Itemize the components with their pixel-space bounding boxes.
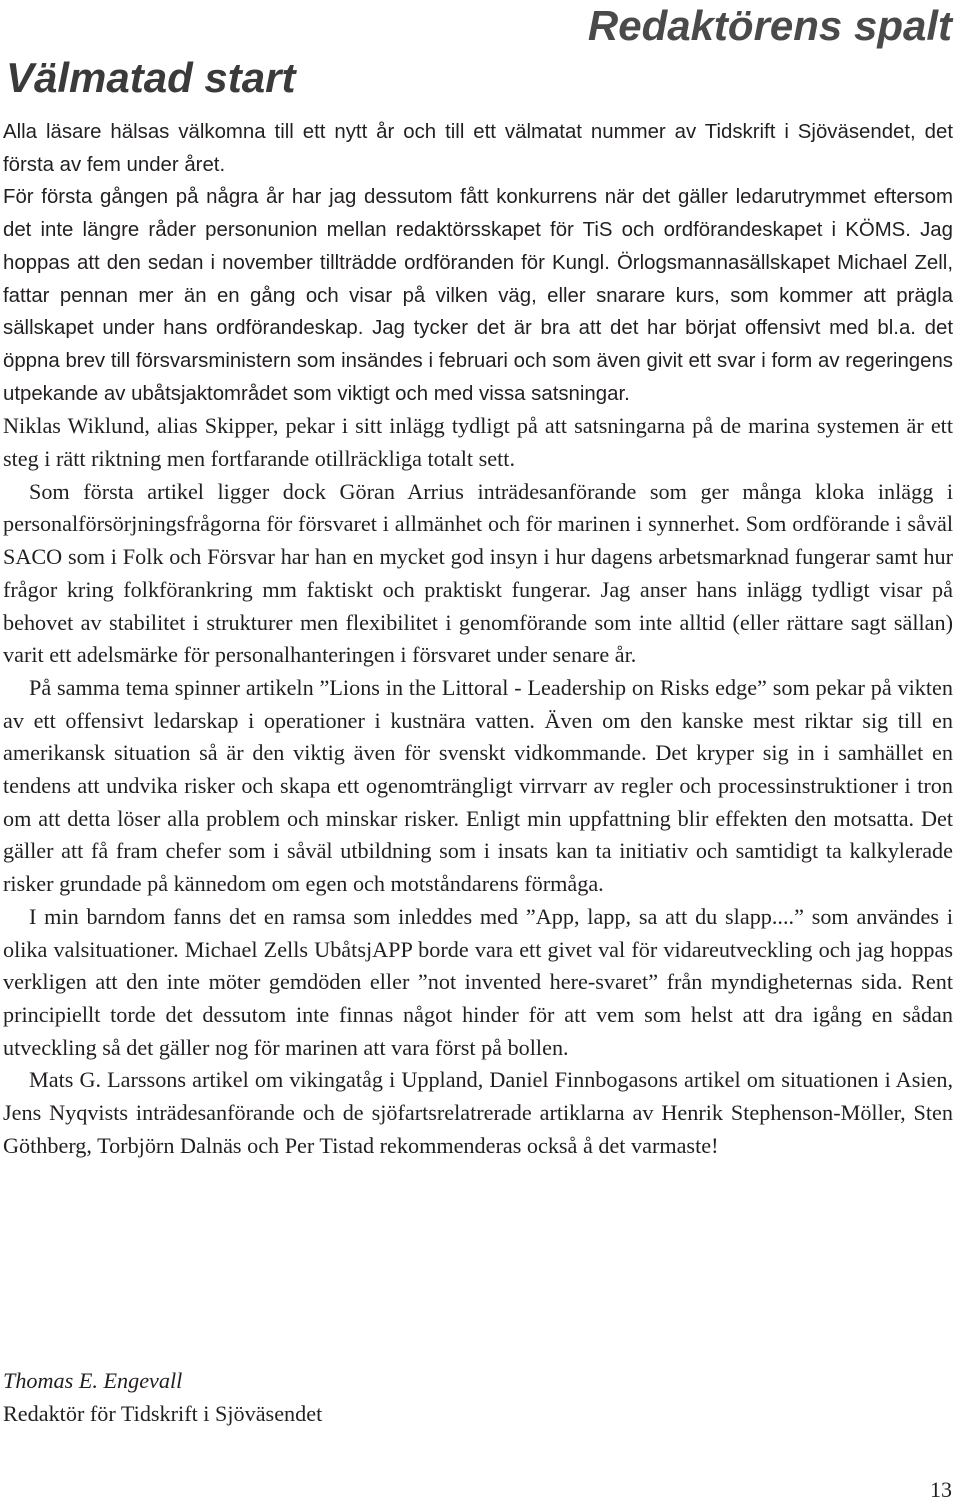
paragraph-lions: På samma tema spinner artikeln ”Lions in the Littoral - Leadership on Risks edge” som pekar på vikten av ett offensivt ledarskap i operationer i kustnära vatten. Även om den kanske mest riktar sig till en amerikansk situation så är den viktig även för svenskt vidkommande. Det kryper sig in i samhället en tendens att undvika risker och skapa ett ogenomträngligt virrvarr av regler och processinstruktioner i tron om att detta löser alla problem och minskar risker. Enligt min uppfattning blir effekten den motsatta. Det gäller att få fram chefer som i såväl utbildning som i insats kan ta initiativ och samtidigt ta kalkylerade risker grundade på kännedom om egen och motståndarens förmåga. (3, 674, 953, 897)
article-title: Välmatad start (6, 54, 296, 101)
paragraph-arrius: Som första artikel ligger dock Göran Arrius inträdesanförande som ger många kloka inlägg i personalförsörjningsfrågorna för försvaret i allmänhet och för marinen i synnerhet. Som ordförande i såväl SACO som i Folk och Försvar har han en mycket god insyn i hur dagens arbetsmarknad fungerar samt hur frågor kring folkförankring mm faktiskt och praktiskt fungerar. Jag anser hans inlägg tydligt visar på behovet av stabilitet i strukturer men flexibilitet i genomförande som inte alltid (eller rättare sagt sällan) varit ett adelsmärke för personalhanteringen i försvaret under senare år. (3, 478, 953, 668)
article-body (3, 116, 953, 1163)
author-name: Thomas E. Engevall (3, 1368, 183, 1393)
paragraph-skipper: Niklas Wiklund, alias Skipper, pekar i sitt inlägg tydligt på att satsningarna på de marina systemen är ett steg i rätt riktning men fortfarande otillräckliga totalt sett. (3, 413, 953, 472)
paragraph-leader: För första gången på några år har jag dessutom fått konkurrens när det gäller ledarutrymmet eftersom det inte längre råder personunion mellan redaktörsskapet för TiS och ordförandeskapet i KÖMS. Jag hoppas att den sedan i november tillträdde ordföranden för Kungl. Örlogsmannasällskapet Michael Zell, fattar pennan mer än en gång och visar på vilken väg, eller snarare kurs, som kommer att prägla sällskapet under hans ordförandeskap. Jag tycker det är bra att det har börjat offensivt med bl.a. det öppna brev till försvarsministern som insändes i februari och som även givit ett svar i form av regeringens utpekande av ubåtsjaktområdet som viktigt och med vissa satsningar. (3, 186, 953, 405)
paragraph-recommendations: Mats G. Larssons artikel om vikingatåg i Uppland, Daniel Finnbogasons artikel om situationen i Asien, Jens Nyqvists inträdesanförande och de sjöfartsrelatrerade artiklarna av Henrik Stephenson-Möller, Sten Göthberg, Torbjörn Dalnäs och Per Tistad rekommenderas också å det varmaste! (3, 1067, 953, 1158)
signature (3, 1364, 322, 1430)
author-role: Redaktör för Tidskrift i Sjöväsendet (3, 1401, 323, 1426)
section-title: Redaktörens spalt (587, 2, 952, 49)
paragraph-intro: Alla läsare hälsas välkomna till ett nytt år och till ett välmatat nummer av Tidskrift i Sjöväsendet, det första av fem under året. (3, 121, 953, 176)
page-number: 13 (930, 1477, 952, 1502)
paragraph-app: I min barndom fanns det en ramsa som inleddes med ”App, lapp, sa att du slapp....” som användes i olika valsituationer. Michael Zells UbåtsjAPP borde vara ett givet val för vidareutveckling och jag hoppas verkligen att den inte möter gemdöden eller ”not invented here-svaret” från myndigheternas sida. Rent principiellt torde det dessutom inte finnas något hinder för att vem som helst att dra igång en sådan utveckling så det gäller nog för marinen att vara först på bollen. (3, 903, 953, 1060)
